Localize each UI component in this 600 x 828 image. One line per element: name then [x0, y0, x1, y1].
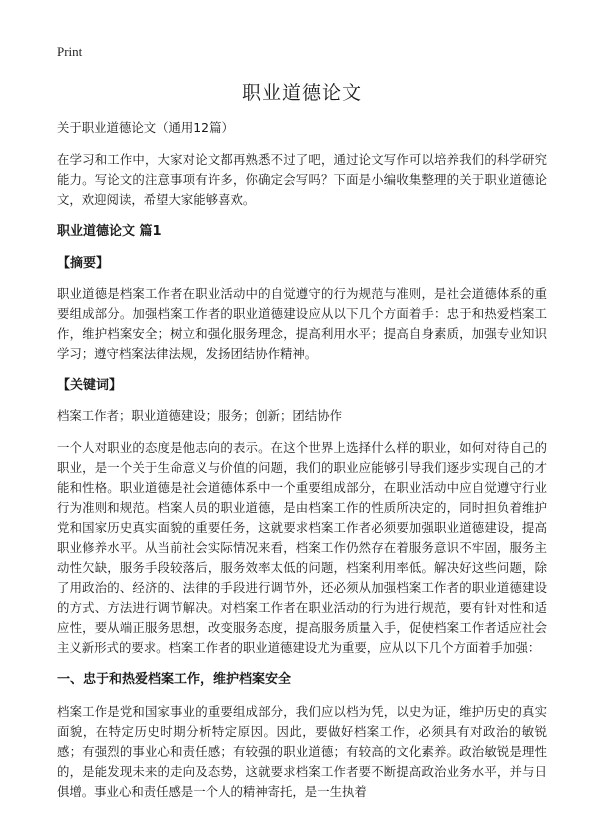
page-title: 职业道德论文: [241, 82, 362, 104]
body-paragraph: 一个人对职业的态度是他志向的表示。在这个世界上选择什么样的职业，如何对待自己的职业，是一个关于生命意义与价值的问题，我们的职业应能够引导我们逐步实现自己的才能和性格。职业道德是社会道德体系中一个重要组成部分，在职业活动中应自觉遵守行业行为准则和规范。档案人员的职业道德，是由档案工作的性质所决定的，同时担负着维护党和国家历史真实面貌的重要任务，这就要求档案工作者必须要加强职业道德建设，提高职业修养水平。从当前社会实际情况来看，档案工作仍然存在着服务意识不牢固，服务主动性欠缺，服务手段较落后，服务效率太低的问题，档案利用率低。解决好这些问题，除了用政治的、经济的、法律的手段进行调节外，还必须从加强档案工作者的职业道德建设的方式、方法进行调节解决。对档案工作者在职业活动的行为进行规范，要有针对性和适应性，要从端正服务思想，改变服务态度，提高服务质量入手，促使档案工作者适应社会主义新形式的要求。档案工作者的职业道德建设尤为重要，应从以下几个方面着手加强：: [57, 440, 547, 655]
keywords-heading: 【关键词】: [57, 378, 123, 393]
print-link[interactable]: Print: [57, 44, 83, 59]
keywords-paragraph: 档案工作者；职业道德建设；服务；创新；团结协作: [57, 408, 342, 423]
section1-paragraph: 档案工作是党和国家事业的重要组成部分，我们应以档为凭，以史为证，维护历史的真实面貌，在特定历史时期分析特定原因。因此，要做好档案工作，必须具有对政治的敏锐感；有强烈的事业心和责任感；有较强的职业道德；有较高的文化素养。政治敏锐是理性的，是能发现未来的走向及态势，这就要求档案工作者要不断提高政治业务水平，并与日俱增。事业心和责任感是一个人的精神寄托，是一生执着: [57, 704, 547, 799]
intro-paragraph: 在学习和工作中，大家对论文都再熟悉不过了吧，通过论文写作可以培养我们的科学研究能力。写论文的注意事项有许多，你确定会写吗？下面是小编收集整理的关于职业道德论文，欢迎阅读，希望大家能够喜欢。: [57, 152, 547, 207]
section1-heading: 一、忠于和热爱档案工作，维护档案安全: [57, 672, 292, 687]
document-content: [57, 118, 547, 814]
abstract-heading: 【摘要】: [57, 256, 110, 271]
abstract-paragraph: 职业道德是档案工作者在职业活动中的自觉遵守的行为规范与准则，是社会道德体系的重要组成部分。加强档案工作者的职业道德建设应从以下几个方面着手：忠于和热爱档案工作，维护档案安全；树立和强化服务理念，提高利用水平；提高自身素质，加强专业知识学习；遵守档案法律法规，发扬团结协作精神。: [57, 286, 547, 361]
document-subtitle: 关于职业道德论文（通用12篇）: [57, 120, 234, 135]
article-heading: 职业道德论文 篇1: [57, 224, 162, 239]
